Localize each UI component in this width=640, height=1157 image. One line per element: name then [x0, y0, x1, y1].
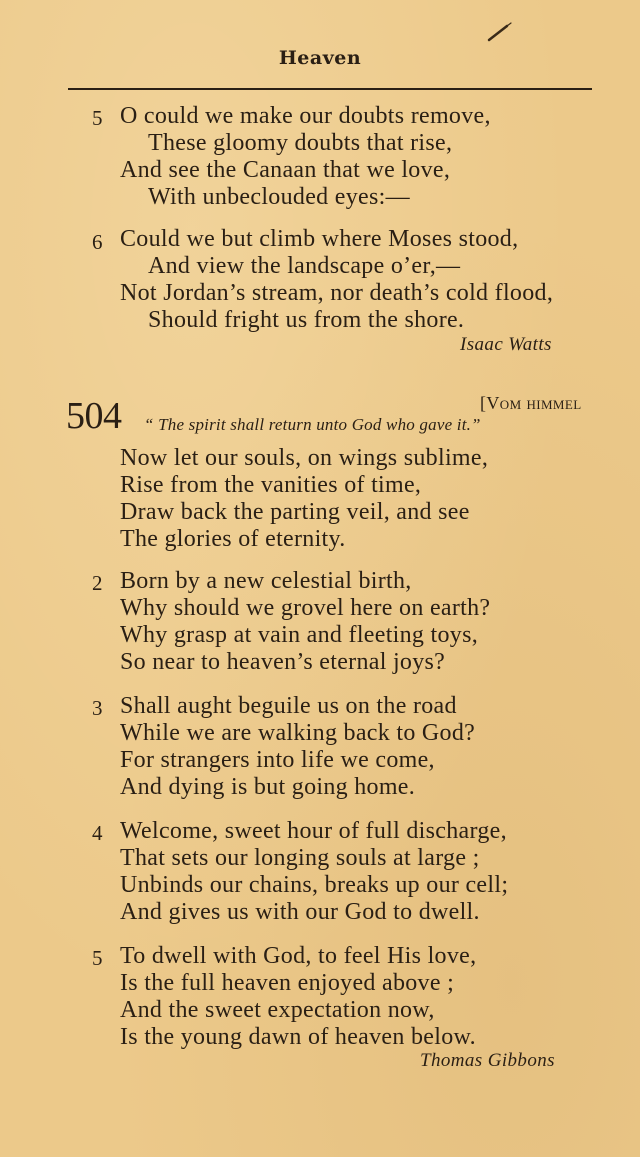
hymn-line: Rise from the vanities of time, [120, 472, 422, 498]
stanza-number: 5 [92, 946, 103, 970]
hymn-line: And view the landscape o’er,— [148, 253, 461, 279]
hymn-line: Shall aught beguile us on the road [120, 693, 457, 719]
hymn-line: While we are walking back to God? [120, 720, 476, 746]
hymn-line: To dwell with God, to feel His love, [120, 943, 477, 969]
running-head: Heaven [278, 47, 362, 69]
tune-name: [Vom himmel [480, 393, 582, 413]
stanza-number: 3 [92, 696, 103, 720]
hymn-line: O could we make our doubts remove, [120, 103, 491, 129]
hymn-line: Unbinds our chains, breaks up our cell; [120, 872, 509, 898]
stanza-number: 2 [92, 571, 103, 595]
hymn-line: And dying is but going home. [120, 774, 416, 800]
author-attribution: Thomas Gibbons [420, 1050, 555, 1071]
hymn-line: And the sweet expectation now, [120, 997, 435, 1023]
hymn-line: Why should we grovel here on earth? [120, 595, 491, 621]
hymn-line: Should fright us from the shore. [148, 307, 465, 333]
hymn-line: Draw back the parting veil, and see [120, 499, 470, 525]
stanza-number: 5 [92, 106, 103, 130]
hymn-line: Could we but climb where Moses stood, [120, 226, 519, 252]
stanza-number: 4 [92, 821, 103, 845]
hymn-line: And gives us with our God to dwell. [120, 899, 480, 925]
hymn-line: Is the full heaven enjoyed above ; [120, 970, 455, 996]
pencil-mark-icon [485, 20, 515, 44]
hymn-line: That sets our longing souls at large ; [120, 845, 480, 871]
hymn-number: 504 [66, 395, 122, 437]
stanza-number: 6 [92, 230, 103, 254]
hymn-epigraph: “ The spirit shall return unto God who gave it.” [144, 415, 481, 434]
hymn-line: So near to heaven’s eternal joys? [120, 649, 446, 675]
author-attribution: Isaac Watts [460, 334, 552, 355]
hymn-line: Why grasp at vain and fleeting toys, [120, 622, 479, 648]
hymn-line: Welcome, sweet hour of full discharge, [120, 818, 507, 844]
hymn-line: And see the Canaan that we love, [120, 157, 451, 183]
hymn-line: Not Jordan’s stream, nor death’s cold flood, [120, 280, 554, 306]
hymn-line: These gloomy doubts that rise, [148, 130, 453, 156]
hymn-line: Is the young dawn of heaven below. [120, 1024, 476, 1050]
hymn-line: For strangers into life we come, [120, 747, 435, 773]
header-rule [68, 88, 592, 90]
hymn-line: The glories of eternity. [120, 526, 346, 552]
hymn-line: With unbeclouded eyes:— [148, 184, 410, 210]
hymn-line: Now let our souls, on wings sublime, [120, 445, 489, 471]
hymn-line: Born by a new celestial birth, [120, 568, 412, 594]
